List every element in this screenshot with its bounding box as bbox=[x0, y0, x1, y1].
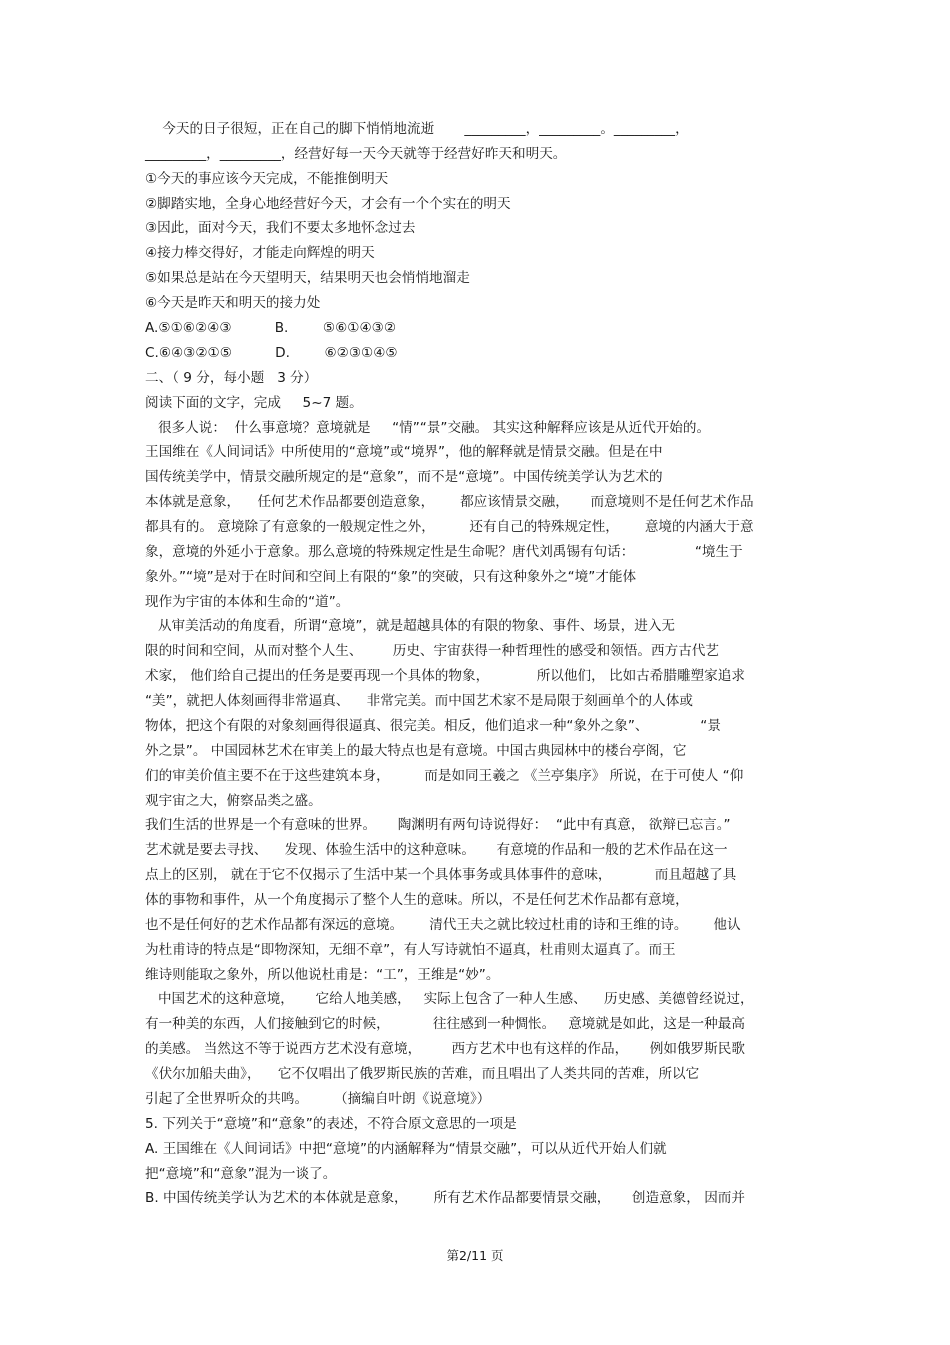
text-line: 现作为宇宙的本体和生命的“道”。 bbox=[145, 594, 350, 610]
text-line: 物体，把这个有限的对象刻画得很逼真、很完美。相反，他们追求一种“象外之象”、 “景 bbox=[145, 718, 721, 734]
text-line: 有一种美的东西，人们接触到它的时候， 往往感到一种惆怅。 意境就是如此，这是一种最高 bbox=[145, 1016, 745, 1032]
text-line: C.⑥④③②①⑤ D. ⑥②③①④⑤ bbox=[145, 345, 398, 361]
text-line: 外之景”。 中国园林艺术在审美上的最大特点也是有意境。中国古典园林中的楼台亭阁，它 bbox=[145, 743, 687, 759]
text-line: ④接力棒交得好，才能走向辉煌的明天 bbox=[145, 245, 375, 261]
text-line: 把“意境”和“意象”混为一谈了。 bbox=[145, 1166, 337, 1182]
text-line: 引起了全世界听众的共鸣。 （摘编自叶朗《说意境》） bbox=[145, 1091, 491, 1107]
text-line: 都具有的。 意境除了有意象的一般规定性之外， 还有自己的特殊规定性， 意境的内涵大于意 bbox=[145, 519, 754, 535]
text-line: A.⑤①⑥②④③ B. ⑤⑥①④③② bbox=[145, 320, 397, 336]
text-line: 观宇宙之大，俯察品类之盛。 bbox=[145, 793, 322, 809]
text-line: ⑤如果总是站在今天望明天，结果明天也会悄悄地溜走 bbox=[145, 270, 470, 286]
text-line: ⑥今天是昨天和明天的接力处 bbox=[145, 295, 321, 311]
text-line: 限的时间和空间，从而对整个人生、 历史、宇宙获得一种哲理性的感受和领悟。西方古代艺 bbox=[145, 643, 719, 659]
text-line: 维诗则能取之象外，所以他说杜甫是：“工”，王维是“妙”。 bbox=[145, 967, 500, 983]
text-line: ②脚踏实地，全身心地经营好今天，才会有一个个实在的明天 bbox=[145, 196, 511, 212]
text-line: 为杜甫诗的特点是“即物深知，无细不章”，有人写诗就怕不逼真，杜甫则太逼真了。而王 bbox=[145, 942, 676, 958]
text-line: 二、（ 9 分，每小题 3 分） bbox=[145, 370, 318, 386]
text-line: 们的审美价值主要不在于这些建筑本身， 而是如同王羲之 《兰亭集序》 所说，在于可使人 “仰 bbox=[145, 768, 744, 784]
text-line: ①今天的事应该今天完成，不能推倒明天 bbox=[145, 171, 389, 187]
text-line: A. 王国维在《人间词话》中把“意境”的内涵解释为“情景交融”，可以从近代开始人们就 bbox=[145, 1141, 667, 1157]
page-footer: 第2/11 页 bbox=[446, 1248, 504, 1263]
text-line: 很多人说： 什么事意境？意境就是 “情”“景”交融。 其实这种解释应该是从近代开始的。 bbox=[145, 420, 711, 436]
text-line: B. 中国传统美学认为艺术的本体就是意象， 所有艺术作品都要情景交融， 创造意象， 因而并 bbox=[145, 1190, 745, 1206]
text-line: 从审美活动的角度看，所谓“意境”，就是超越具体的有限的物象、事件、场景，进入无 bbox=[145, 618, 676, 634]
text-line: 王国维在《人间词话》中所使用的“意境”或“境界”，他的解释就是情景交融。但是在中 bbox=[145, 444, 663, 460]
text-line: 本体就是意象， 任何艺术作品都要创造意象， 都应该情景交融， 而意境则不是任何艺术作品 bbox=[145, 494, 754, 510]
text-line: ③因此，面对今天，我们不要太多地怀念过去 bbox=[145, 220, 416, 236]
text-line: 《伏尔加船夫曲》， 它不仅唱出了俄罗斯民族的苦难，而且唱出了人类共同的苦难，所以它 bbox=[145, 1066, 700, 1082]
text-line: _________，_________，经营好每一天今天就等于经营好昨天和明天。 bbox=[145, 146, 567, 162]
text-line: 点上的区别， 就在于它不仅揭示了生活中某一个具体事务或具体事件的意味， 而且超越了具 bbox=[145, 867, 737, 883]
text-line: 术家， 他们给自己提出的任务是要再现一个具体的物象， 所以他们， 比如古希腊雕塑家追求 bbox=[145, 668, 745, 684]
text-line: 中国艺术的这种意境， 它给人地美感， 实际上包含了一种人生感、 历史感、美德曾经说过， bbox=[145, 991, 754, 1007]
text-line: 体的事物和事件，从一个角度揭示了整个人生的意味。所以，不是任何艺术作品都有意境， bbox=[145, 892, 689, 908]
text-line: 象外。”“境”是对于在时间和空间上有限的“象”的突破，只有这种象外之“境”才能体 bbox=[145, 569, 637, 585]
text-line: 的美感。 当然这不等于说西方艺术没有意境， 西方艺术中也有这样的作品， 例如俄罗斯民歌 bbox=[145, 1041, 745, 1057]
text-line: 阅读下面的文字，完成 5~7 题。 bbox=[145, 395, 363, 411]
text-line: 国传统美学中，情景交融所规定的是“意象”，而不是“意境”。中国传统美学认为艺术的 bbox=[145, 469, 663, 485]
text-line: 也不是任何好的艺术作品都有深远的意境。 清代王夫之就比较过杜甫的诗和王维的诗。 他认 bbox=[145, 917, 741, 933]
text-line: 我们生活的世界是一个有意味的世界。 陶渊明有两句诗说得好： “此中有真意， 欲辩已忘言。” bbox=[145, 817, 731, 833]
text-line: “美”，就把人体刻画得非常逼真、 非常完美。而中国艺术家不是局限于刻画单个的人体或 bbox=[145, 693, 693, 709]
text-line: 象，意境的外延小于意象。那么意境的特殊规定性是生命呢？唐代刘禹锡有句话： “境生于 bbox=[145, 544, 743, 560]
text-line: 今天的日子很短，正在自己的脚下悄悄地流逝 _________，_________。_________， bbox=[145, 121, 689, 137]
text-line: 5. 下列关于“意境”和“意象”的表述，不符合原文意思的一项是 bbox=[145, 1116, 517, 1132]
text-line: 艺术就是要去寻找、 发现、体验生活中的这种意味。 有意境的作品和一般的艺术作品在这一 bbox=[145, 842, 728, 858]
